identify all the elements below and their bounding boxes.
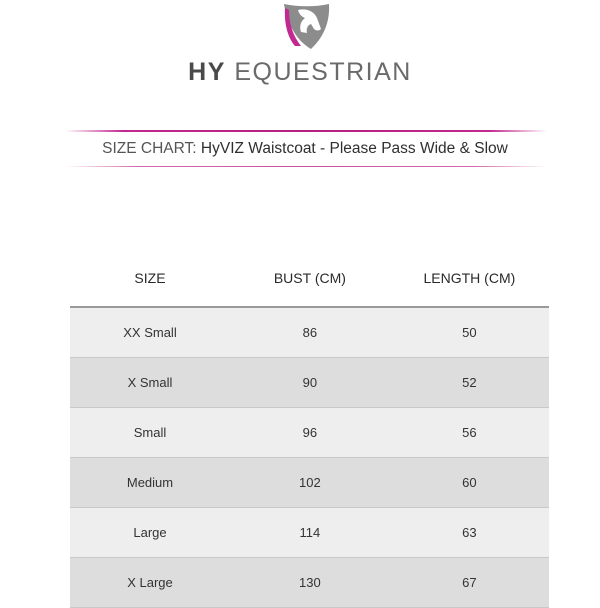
title-rule-bottom [65, 166, 547, 167]
horse-head-shield-icon [281, 2, 331, 52]
cell-bust: 90 [230, 358, 390, 408]
table-row [70, 307, 549, 358]
cell-length: 63 [390, 508, 549, 558]
table-row [70, 508, 549, 558]
table-row [70, 408, 549, 458]
cell-size: Large [70, 508, 230, 558]
cell-size: X Large [70, 558, 230, 608]
table-header-row [70, 249, 549, 307]
brand-logo-equestrian: EQUESTRIAN [225, 58, 412, 86]
size-chart-table [70, 249, 549, 608]
cell-size: XX Small [70, 307, 230, 358]
page-title [0, 140, 600, 158]
cell-length: 52 [390, 358, 549, 408]
column-header-bust: BUST (CM) [230, 249, 390, 307]
table-row [70, 358, 549, 408]
cell-bust: 96 [230, 408, 390, 458]
cell-length: 50 [390, 307, 549, 358]
cell-length: 56 [390, 408, 549, 458]
cell-length: 67 [390, 558, 549, 608]
brand-logo-hy: HY [188, 58, 226, 86]
table-row [70, 458, 549, 508]
brand-logo-text [0, 58, 600, 87]
column-header-size: SIZE [70, 249, 230, 307]
cell-bust: 86 [230, 307, 390, 358]
cell-size: Small [70, 408, 230, 458]
cell-size: Medium [70, 458, 230, 508]
cell-length: 60 [390, 458, 549, 508]
cell-bust: 114 [230, 508, 390, 558]
cell-bust: 102 [230, 458, 390, 508]
column-header-length: LENGTH (CM) [390, 249, 549, 307]
cell-size: X Small [70, 358, 230, 408]
title-label: SIZE CHART: [102, 140, 201, 157]
cell-bust: 130 [230, 558, 390, 608]
title-product: HyVIZ Waistcoat - Please Pass Wide & Slow [200, 140, 508, 157]
title-rule-top [65, 130, 547, 132]
table-row [70, 558, 549, 608]
